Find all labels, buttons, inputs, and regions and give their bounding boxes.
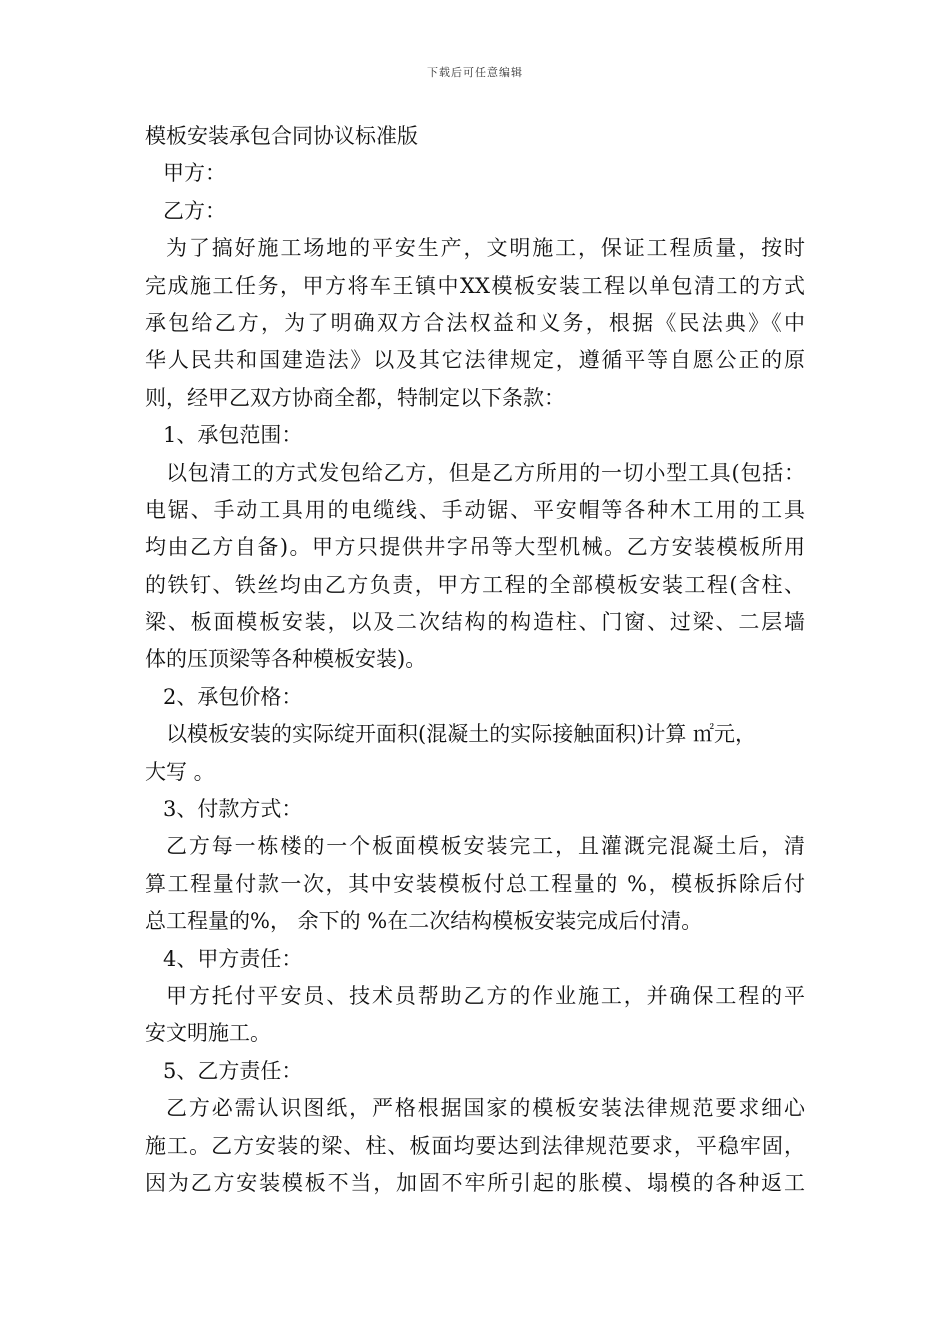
section-line: 的铁钉、铁丝均由乙方负责，甲方工程的全部模板安装工程(含柱、 xyxy=(145,572,805,597)
party-a-label: 甲方： xyxy=(163,161,226,186)
document-title: 模板安装承包合同协议标准版 xyxy=(145,124,418,148)
section-line: 大写 。 xyxy=(145,759,215,784)
intro-line: 华人民共和国建造法》以及其它法律规定，遵循平等自愿公正的原 xyxy=(145,348,805,373)
section-line: 因为乙方安装模板不当，加固不牢所引起的胀模、塌模的各种返工 xyxy=(145,1170,805,1195)
section-heading-price: 2、承包价格： xyxy=(163,684,303,709)
section-line: 乙方每一栋楼的一个板面模板安装完工，且灌溉完混凝土后，清 xyxy=(166,834,805,859)
intro-line: 完成施工任务，甲方将车王镇中XX模板安装工程以单包清工的方式 xyxy=(145,273,805,298)
intro-line: 则，经甲乙双方协商全都，特制定以下条款： xyxy=(145,385,565,410)
section-heading-payment: 3、付款方式： xyxy=(163,797,303,822)
section-line: 施工。乙方安装的梁、柱、板面均要达到法律规范要求，平稳牢固， xyxy=(145,1133,805,1158)
section-line: 以模板安装的实际绽开面积(混凝土的实际接触面积)计算 ㎡元， xyxy=(166,722,757,747)
section-heading-party-b-duty: 5、乙方责任： xyxy=(163,1058,303,1083)
section-heading-party-a-duty: 4、甲方责任： xyxy=(163,946,303,971)
section-line: 乙方必需认识图纸，严格根据国家的模板安装法律规范要求细心 xyxy=(166,1096,805,1121)
intro-line: 承包给乙方，为了明确双方合法权益和义务，根据《民法典》《中 xyxy=(145,310,805,335)
section-line: 算工程量付款一次，其中安装模板付总工程量的 %，模板拆除后付 xyxy=(145,871,805,896)
header-note: 下载后可任意编辑 xyxy=(427,66,523,79)
intro-line: 为了搞好施工场地的平安生产，文明施工，保证工程质量，按时 xyxy=(166,236,805,261)
section-line: 安文明施工。 xyxy=(145,1021,271,1046)
section-line: 甲方托付平安员、技术员帮助乙方的作业施工，并确保工程的平 xyxy=(166,983,805,1008)
document-body xyxy=(145,118,805,1202)
section-line: 总工程量的%， 余下的 %在二次结构模板安装完成后付清。 xyxy=(145,909,703,934)
section-line: 电锯、手动工具用的电缆线、手动锯、平安帽等各种木工用的工具 xyxy=(145,497,805,522)
section-line: 梁、板面模板安装，以及二次结构的构造柱、门窗、过梁、二层墙 xyxy=(145,610,805,635)
section-heading-scope: 1、承包范围： xyxy=(163,423,303,448)
party-b-label: 乙方： xyxy=(163,198,226,223)
section-line: 均由乙方自备)。甲方只提供井字吊等大型机械。乙方安装模板所用 xyxy=(145,535,805,560)
section-line: 体的压顶梁等各种模板安装)。 xyxy=(145,647,427,672)
section-line: 以包清工的方式发包给乙方，但是乙方所用的一切小型工具(包括： xyxy=(166,460,805,485)
